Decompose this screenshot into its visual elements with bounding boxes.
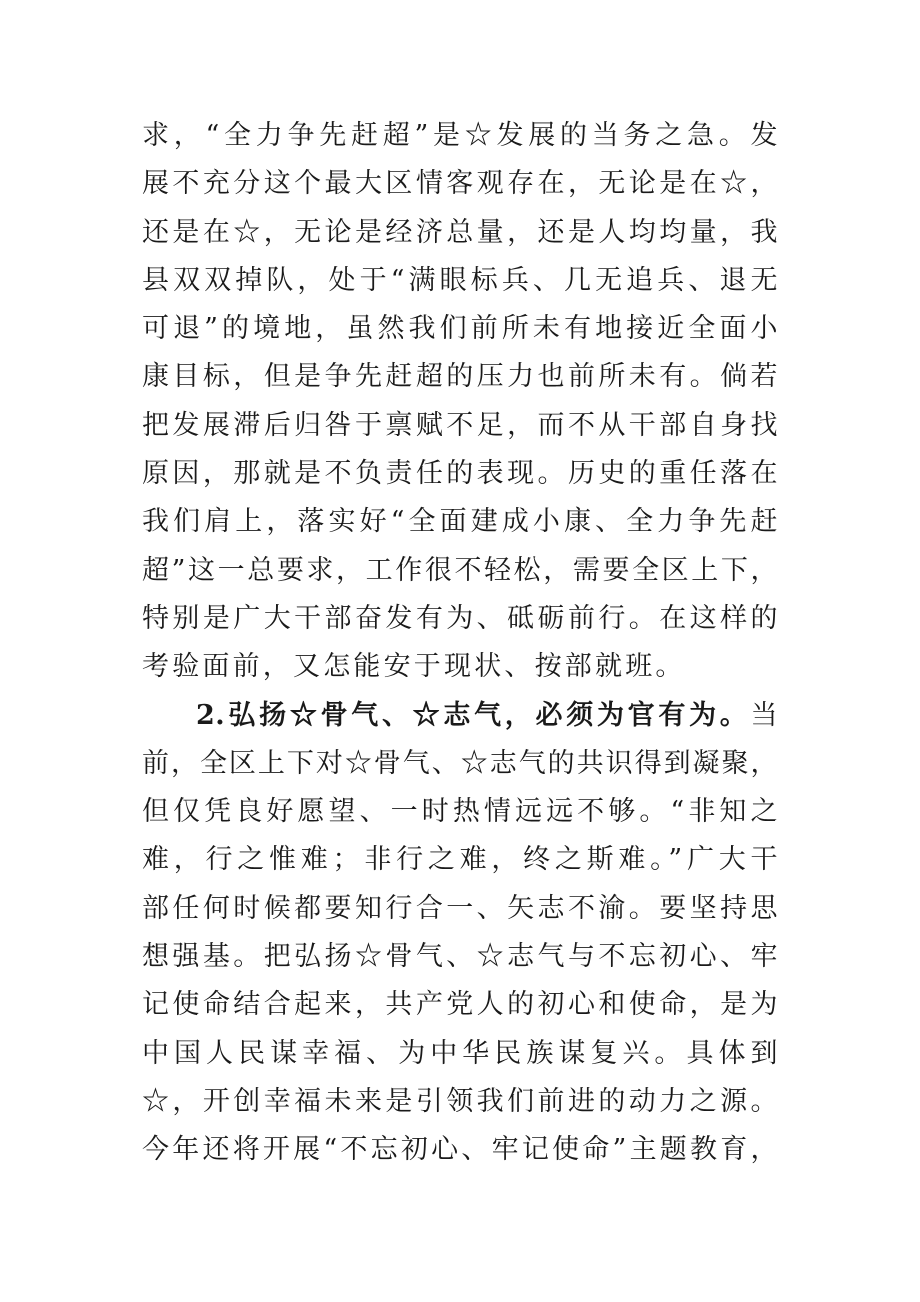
heading-tail-text: 当: [750, 699, 778, 731]
text-line: ☆，开创幸福未来是引领我们前进的动力之源。: [142, 1085, 778, 1117]
text-line: 想强基。把弘扬☆骨气、☆志气与不忘初心、牢: [142, 941, 778, 973]
text-line: 求，“全力争先赶超”是☆发展的当务之急。发: [142, 120, 778, 151]
text-line: 考验面前，又怎能安于现状、按部就班。: [142, 651, 686, 683]
text-line: 今年还将开展“不忘初心、牢记使命”主题教育，: [142, 1134, 778, 1166]
text-line: 县双双掉队，处于“满眼标兵、几无追兵、退无: [142, 264, 778, 296]
text-line: 把发展滞后归咎于禀赋不足，而不从干部自身找: [142, 409, 778, 441]
text-line: 特别是广大干部奋发有为、砥砺前行。在这样的: [142, 602, 778, 634]
paragraph-1: [142, 112, 778, 692]
text-line: 展不充分这个最大区情客观存在，无论是在☆，: [142, 168, 778, 200]
document-body: [142, 112, 778, 1175]
paragraph-heading-line: [142, 692, 778, 740]
text-line: 可退”的境地，虽然我们前所未有地接近全面小: [142, 313, 778, 345]
text-line: 中国人民谋幸福、为中华民族谋复兴。具体到: [142, 1037, 778, 1069]
text-line: 康目标，但是争先赶超的压力也前所未有。倘若: [142, 361, 778, 393]
text-line: 部任何时候都要知行合一、矢志不渝。要坚持思: [142, 892, 778, 924]
text-line: 我们肩上，落实好“全面建成小康、全力争先赶: [142, 506, 778, 538]
text-line: 记使命结合起来，共产党人的初心和使命，是为: [142, 989, 778, 1021]
text-line: 难，行之惟难；非行之难，终之斯难。”广大干: [142, 844, 778, 876]
text-line: 超”这一总要求，工作很不轻松，需要全区上下，: [142, 554, 778, 586]
text-line: 但仅凭良好愿望、一时热情远远不够。“非知之: [142, 796, 778, 828]
paragraph-2: [142, 692, 778, 1175]
text-line: 还是在☆，无论是经济总量，还是人均均量，我: [142, 216, 778, 248]
text-line: 原因，那就是不负责任的表现。历史的重任落在: [142, 458, 778, 490]
text-line: 前，全区上下对☆骨气、☆志气的共识得到凝聚，: [142, 747, 778, 779]
section-heading: 2.弘扬☆骨气、☆志气，必须为官有为。: [196, 699, 751, 731]
